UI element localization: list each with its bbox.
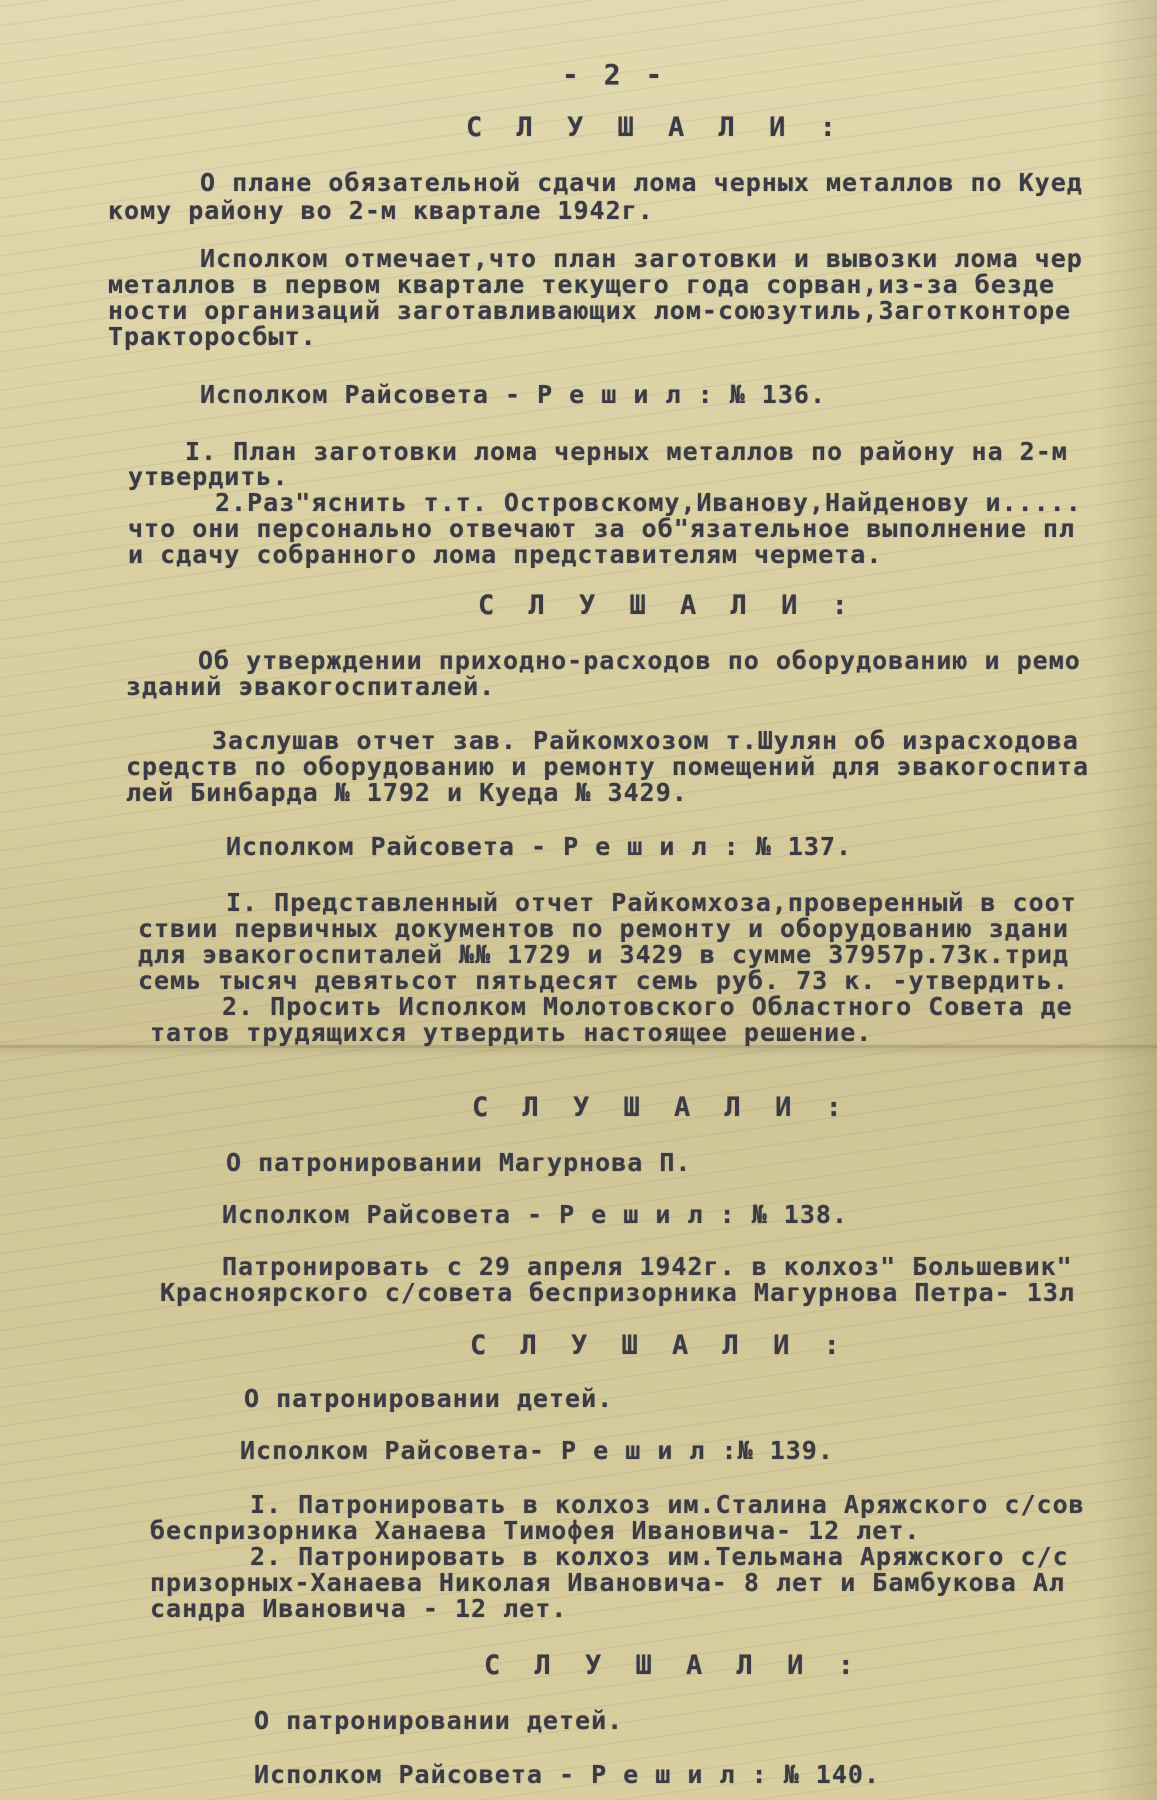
section-4-line: I. Патронировать в колхоз им.Сталина Аряжского с/сов xyxy=(250,1490,1085,1519)
section-1-line: ности организаций заготавливающих лом-союзутиль,Заготконторе xyxy=(108,296,1072,325)
section-2-decision: Исполком Райсовета - Р е ш и л : № 137. xyxy=(226,832,852,861)
section-4-line: 2. Патронировать в колхоз им.Тельмана Аряжского с/с xyxy=(250,1542,1069,1571)
section-2-line: 2. Просить Исполком Молотовского Областного Совета де xyxy=(222,992,1073,1021)
section-2-line: лей Бинбарда № 1792 и Куеда № 3429. xyxy=(126,778,688,807)
section-2-heading: С Л У Ш А Л И : xyxy=(478,590,857,621)
section-3-line: Патронировать с 29 апреля 1942г. в колхоз" Большевик" xyxy=(222,1252,1073,1281)
section-4-line: О патронировании детей. xyxy=(244,1384,614,1413)
page-number: - 2 - xyxy=(562,58,667,91)
section-5-decision: Исполком Райсовета - Р е ш и л : № 140. xyxy=(254,1760,880,1789)
section-1-heading: С Л У Ш А Л И : xyxy=(466,112,845,143)
section-1-line: О плане обязательной сдачи лома черных металлов по Куед xyxy=(200,168,1083,197)
section-1-line: I. План заготовки лома черных металлов по району на 2-м xyxy=(185,437,1068,466)
section-1-line: 2.Раз"яснить т.т. Островскому,Иванову,Найденову и..... xyxy=(215,488,1082,517)
section-4-heading: С Л У Ш А Л И : xyxy=(470,1330,849,1361)
section-2-line: I. Представленный отчет Райкомхоза,проверенный в соот xyxy=(226,888,1077,917)
section-2-line: Заслушав отчет зав. Райкомхозом т.Шулян об израсходова xyxy=(212,726,1079,755)
section-2-line: зданий эвакогоспиталей. xyxy=(126,672,496,701)
section-4-line: беспризорника Ханаева Тимофея Ивановича- 12 лет. xyxy=(150,1516,921,1545)
section-5-heading: С Л У Ш А Л И : xyxy=(484,1650,863,1681)
section-2-line: для эвакогоспиталей №№ 1729 и 3429 в сумме 37957р.73к.трид xyxy=(138,940,1069,969)
section-1-line: утвердить. xyxy=(128,462,289,491)
section-1-line: Исполком отмечает,что план заготовки и вывозки лома чер xyxy=(200,244,1083,273)
section-3-line: О патронировании Магурнова П. xyxy=(226,1148,692,1177)
section-1-decision: Исполком Райсовета - Р е ш и л : № 136. xyxy=(200,380,826,409)
section-3-line: Красноярского с/совета беспризорника Магурнова Петра- 13л xyxy=(160,1278,1075,1307)
section-4-decision: Исполком Райсовета- Р е ш и л :№ 139. xyxy=(240,1436,834,1465)
section-2-line: средств по оборудованию и ремонту помещений для эвакогоспита xyxy=(126,752,1090,781)
section-4-line: призорных-Ханаева Николая Ивановича- 8 лет и Бамбукова Ал xyxy=(150,1568,1065,1597)
section-3-heading: С Л У Ш А Л И : xyxy=(472,1092,851,1123)
section-3-decision: Исполком Райсовета - Р е ш и л : № 138. xyxy=(222,1200,848,1229)
section-1-line: металлов в первом квартале текущего года сорван,из-за безде xyxy=(108,270,1056,299)
section-2-line: ствии первичных документов по ремонту и оборудованию здани xyxy=(138,914,1069,943)
section-5-line: О патронировании детей. xyxy=(254,1706,624,1735)
section-2-line: Об утверждении приходно-расходов по оборудованию и ремо xyxy=(198,646,1081,675)
section-1-line: кому району во 2-м квартале 1942г. xyxy=(108,196,654,225)
section-2-line: татов трудящихся утвердить настоящее решение. xyxy=(150,1018,873,1047)
section-1-line: Тракторосбыт. xyxy=(108,322,317,351)
section-1-line: и сдачу собранного лома представителям чермета. xyxy=(128,540,883,569)
section-1-line: что они персонально отвечают за об"язательное выполнение пл xyxy=(128,514,1076,543)
section-4-line: сандра Ивановича - 12 лет. xyxy=(150,1594,568,1623)
edge-stain xyxy=(1097,0,1157,1800)
section-2-line: семь тысяч девятьсот пятьдесят семь руб. 73 к. -утвердить. xyxy=(138,966,1069,995)
